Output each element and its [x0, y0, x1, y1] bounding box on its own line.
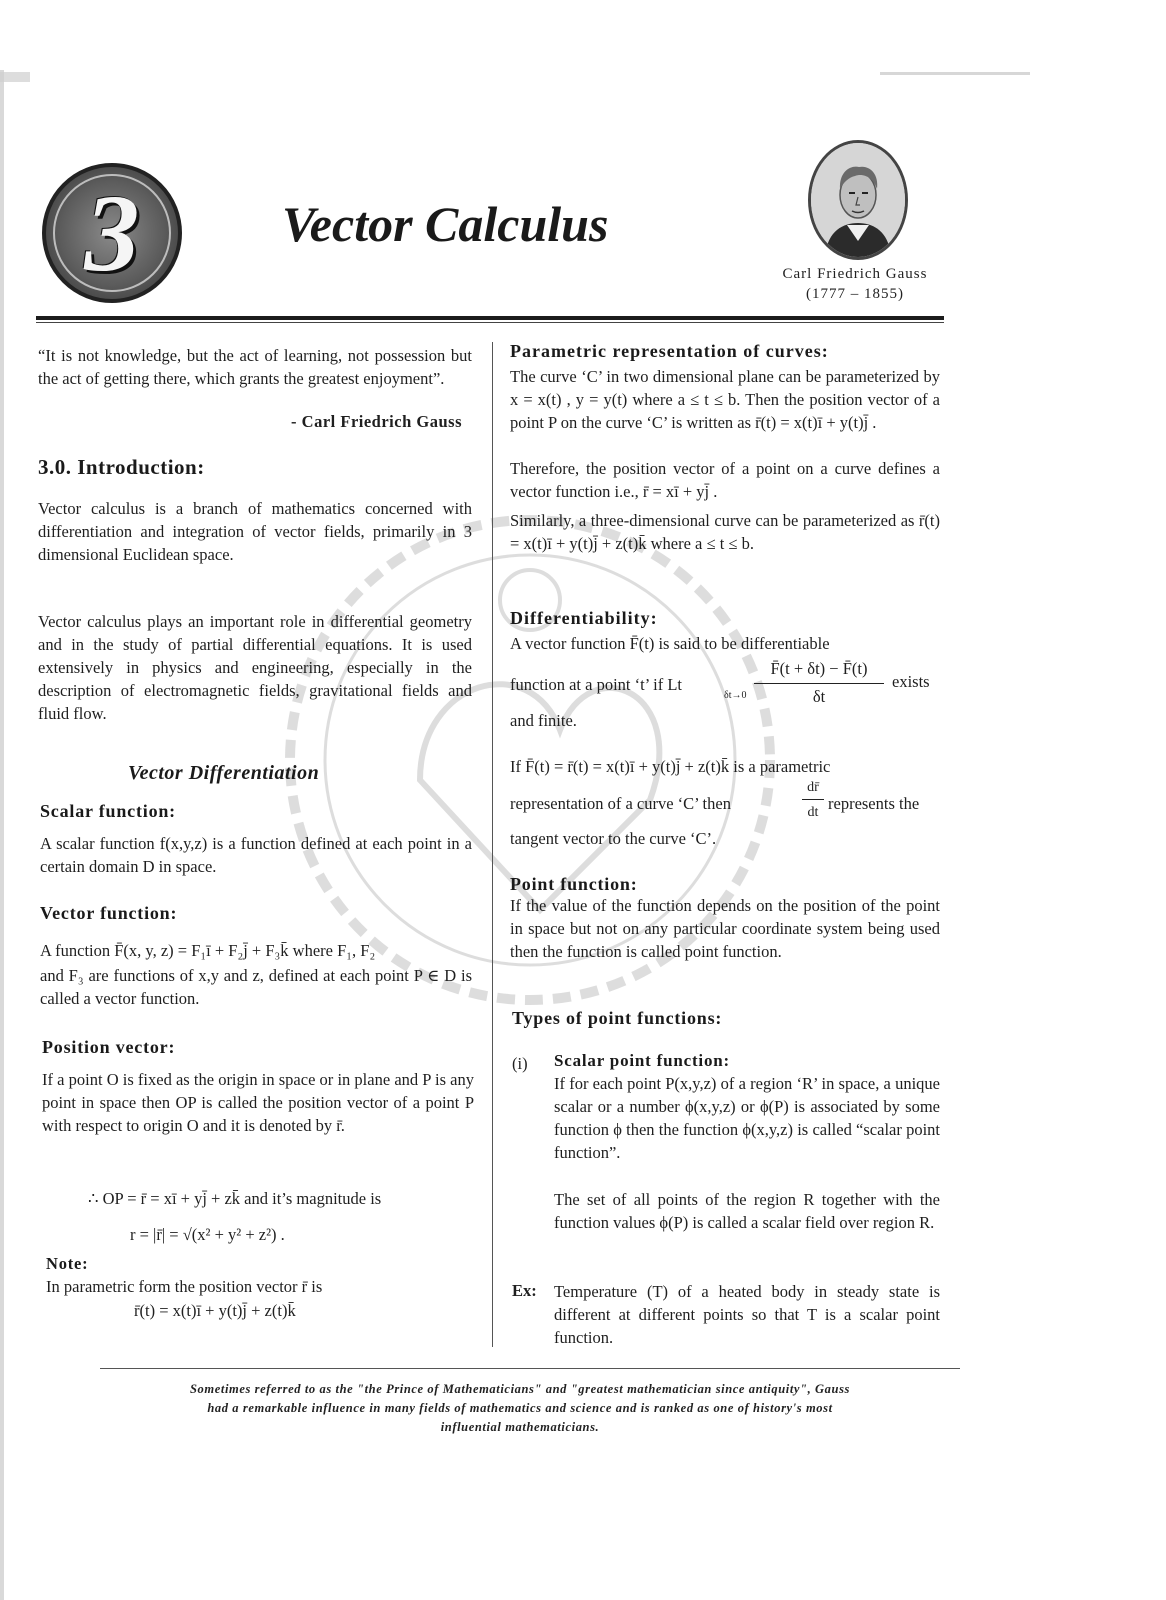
heading-parametric-representation: Parametric representation of curves: — [510, 341, 829, 361]
representation-text: representation of a curve ‘C’ then — [510, 794, 731, 813]
scan-mark — [0, 72, 30, 82]
parametric-text-2: Therefore, the position vector of a point on a curve defines a vector function i.e., r̄ = xī + yj̄ . — [510, 459, 940, 501]
intro-paragraph-2: Vector calculus plays an important role in differential geometry and in the study of partial differential equations. It is used extensively in physics and engineering, especially in the description of electromagnetic fields, gravitational fields and fluid flow. — [38, 612, 472, 723]
note-formula: r̄(t) = x(t)ī + y(t)j̄ + z(t)k̄ — [134, 1301, 296, 1320]
tangent-vector-text: tangent vector to the curve ‘C’. — [510, 829, 717, 848]
scalar-field-text: The set of all points of the region R together with the function values ϕ(P) is called a scalar field over region R. — [554, 1190, 940, 1232]
portrait-icon — [811, 143, 905, 257]
column-divider — [492, 342, 493, 1347]
subsection-heading-vector-differentiation: Vector Differentiation — [128, 762, 320, 784]
portrait-caption-years: (1777 – 1855) — [806, 286, 904, 302]
chapter-title: Vector Calculus — [282, 196, 609, 252]
derivative-bar — [802, 799, 824, 800]
section-heading-introduction: 3.0. Introduction: — [38, 455, 205, 479]
portrait-image — [808, 140, 908, 260]
derivative-numerator: dr̄ — [807, 780, 819, 795]
intro-paragraph-1: Vector calculus is a branch of mathematics concerned with differentiation and integration of vector fields, primarily in 3 dimensional Euclidean space. — [38, 499, 472, 564]
chapter-number-badge — [42, 163, 182, 303]
quote-author: - Carl Friedrich Gauss — [291, 412, 462, 431]
scan-edge — [0, 70, 4, 1600]
differentiability-text-1: A vector function F̄(t) is said to be differentiable — [510, 634, 830, 653]
op-formula: ∴ OP = r̄ = xī + yj̄ + zk̄ and it’s magnitude is — [88, 1189, 382, 1208]
footer-line-2: had a remarkable influence in many fields of mathematics and science and is ranked as one of history's most — [207, 1401, 833, 1415]
magnitude-formula: r = |r̄| = √(x² + y² + z²) . — [130, 1225, 285, 1244]
heading-scalar-point-function: Scalar point function: — [554, 1051, 730, 1070]
parametric-curve-formula: If F̄(t) = r̄(t) = x(t)ī + y(t)j̄ + z(t)k̄ is a parametric — [510, 757, 831, 776]
scan-mark — [880, 72, 1030, 75]
header-rule — [36, 316, 944, 320]
example-text: Temperature (T) of a heated body in steady state is different at different points so that T is a scalar point function. — [554, 1282, 940, 1347]
heading-types-of-point-functions: Types of point functions: — [512, 1008, 723, 1028]
vector-function-text: and F₃ are functions of x,y and z, defined at each point P ∈ D is called a vector function. — [40, 966, 472, 1008]
vector-function-definition: A function F̄(x, y, z) = F₁ī + F₂j̄ + F₃k̄ where F₁, F₂ — [40, 941, 376, 960]
heading-differentiability: Differentiability: — [510, 608, 658, 628]
item-marker-i: (i) — [512, 1054, 528, 1073]
parametric-text-3: Similarly, a three-dimensional curve can be parameterized as r̄(t) = x(t)ī + y(t)j̄ + z(t)k̄ where a ≤ t ≤ b. — [510, 511, 940, 553]
heading-note: Note: — [46, 1254, 89, 1273]
scalar-point-function-text: If for each point P(x,y,z) of a region ‘R’ in space, a unique scalar or a number ϕ(x,y,z) or ϕ(P) is associated by some function ϕ then the function ϕ(x,y,z) is called “scalar point function”. — [554, 1074, 940, 1162]
represents-text: represents the — [828, 794, 920, 813]
heading-vector-function: Vector function: — [40, 903, 178, 923]
heading-point-function: Point function: — [510, 874, 638, 894]
fraction-bar — [754, 683, 884, 684]
footer-note — [80, 1380, 960, 1437]
differentiability-lead: function at a point ‘t’ if Lt — [510, 675, 682, 694]
scalar-function-text: A scalar function f(x,y,z) is a function defined at each point in a certain domain D in space. — [40, 834, 472, 876]
footer-line-3: influential mathematicians. — [440, 1420, 600, 1434]
parametric-text-1: The curve ‘C’ in two dimensional plane can be parameterized by x = x(t) , y = y(t) where a ≤ t ≤ b. Then the position vector of a point P on the curve ‘C’ is written as r̄(t) = x(t)ī + y(t)j̄ . — [510, 367, 940, 432]
portrait-caption-name: Carl Friedrich Gauss — [782, 266, 928, 282]
heading-position-vector: Position vector: — [42, 1037, 176, 1057]
header-rule-thin — [36, 322, 944, 323]
footer-rule — [100, 1368, 960, 1369]
exists-word: exists — [892, 672, 930, 691]
footer-line-1: Sometimes referred to as the "the Prince of Mathematicians" and "greatest mathematician since antiquity", Gauss — [190, 1382, 850, 1396]
chapter-number: 3 — [84, 172, 140, 294]
limit-subscript: δt→0 — [724, 690, 747, 701]
position-vector-text: If a point O is fixed as the origin in space or in plane and P is any point in space then OP is called the position vector of a point P with respect to origin O and it is denoted by r̄. — [42, 1070, 474, 1135]
heading-scalar-function: Scalar function: — [40, 801, 176, 821]
quote-text: “It is not knowledge, but the act of learning, not possession but the act of getting there, which grants the greatest enjoyment”. — [38, 346, 472, 388]
finite-word: and finite. — [510, 711, 577, 730]
point-function-text: If the value of the function depends on the position of the point in space but not on any particular coordinate system being used then the function is called point function. — [510, 896, 940, 961]
limit-denominator: δt — [812, 687, 826, 706]
limit-numerator: F̄(t + δt) − F̄(t) — [770, 659, 868, 678]
note-text: In parametric form the position vector r̄ is — [46, 1277, 323, 1296]
example-label: Ex: — [512, 1281, 537, 1300]
derivative-denominator: dt — [807, 805, 819, 820]
